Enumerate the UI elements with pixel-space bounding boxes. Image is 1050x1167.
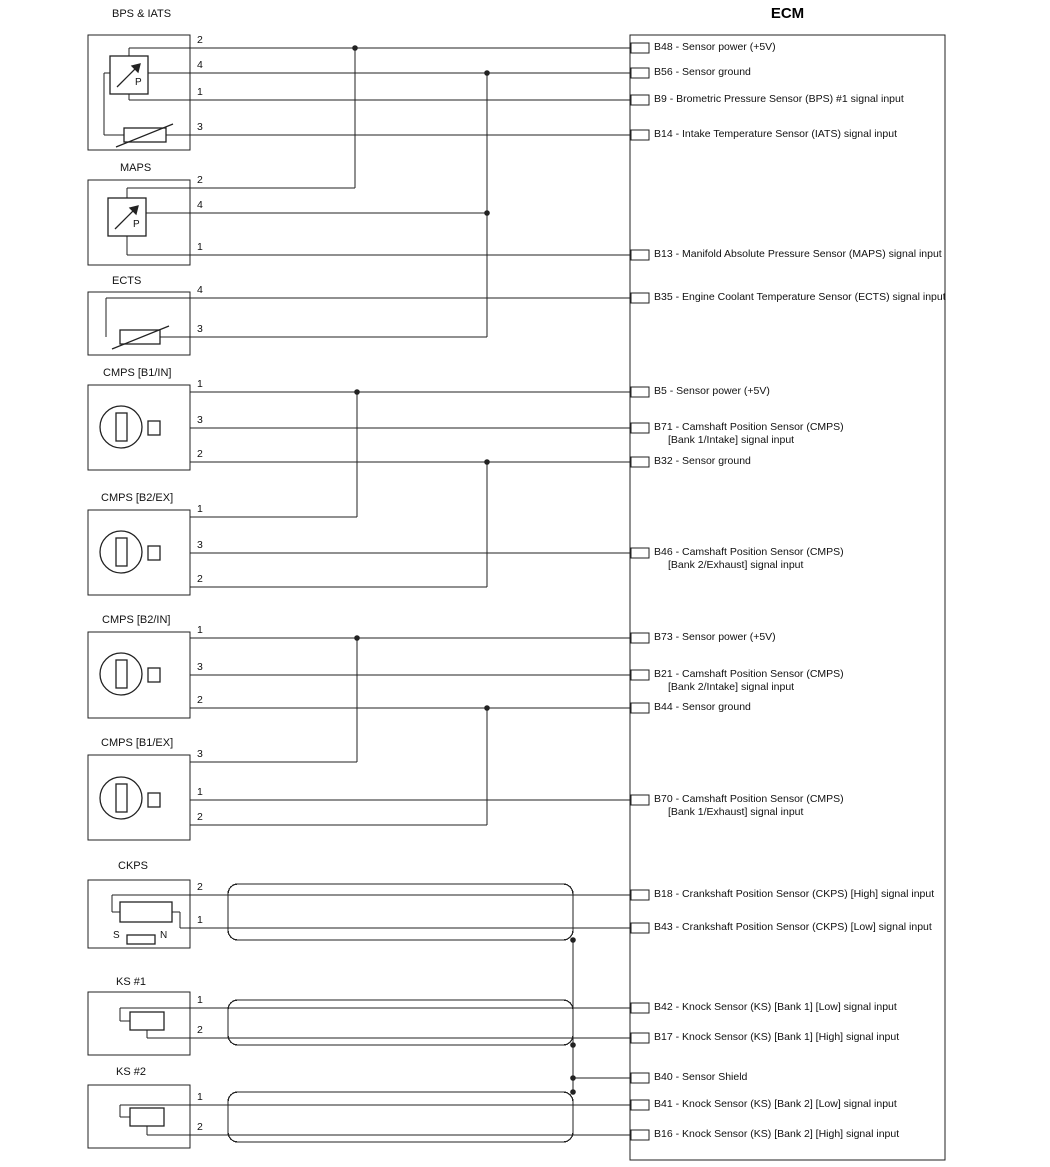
cmps-b2in-symbol [100, 653, 142, 695]
junction-dots [352, 45, 576, 1095]
sensor-label-bps-iats: BPS & IATS [112, 8, 172, 20]
ecm-box [630, 35, 945, 1160]
ecm-terminal-b18 [654, 888, 934, 901]
ks2-symbol [130, 1108, 164, 1126]
sensor-label-cmps-b1in: CMPS [B1/IN] [103, 367, 172, 379]
ecm-terminal-b17 [654, 1031, 899, 1044]
ecm-terminal-b48 [654, 41, 776, 54]
ecm-terminal-b32 [654, 455, 751, 468]
ecm-terminal-b71 [654, 421, 844, 447]
sensor-label-ckps: CKPS [118, 860, 148, 872]
ecm-terminal-b41 [654, 1098, 897, 1111]
sensor-label-cmps-b2in: CMPS [B2/IN] [102, 614, 171, 626]
pin-number: 1 [197, 503, 203, 515]
ecm-terminal-b44 [654, 701, 751, 714]
ecm-title: ECM [770, 5, 805, 22]
pin-number: 3 [197, 414, 203, 426]
pin-number: 1 [197, 786, 203, 798]
ecm-terminal-b35 [654, 291, 946, 304]
shield-outlines [228, 884, 573, 1142]
bps-iats-box [88, 35, 190, 150]
pressure-letter: P [133, 219, 140, 230]
terminal-label: B46 - Camshaft Position Sensor (CMPS) [654, 546, 844, 558]
ecm-terminal-pins [631, 43, 649, 1140]
pin-number: 3 [197, 121, 203, 133]
pin-number: 3 [197, 323, 203, 335]
ks1-box [88, 992, 190, 1055]
pin-number: 4 [197, 199, 203, 211]
terminal-label: B14 - Intake Temperature Sensor (IATS) signal input [654, 128, 897, 140]
terminal-label: B48 - Sensor power (+5V) [654, 41, 776, 53]
pin-number: 3 [197, 539, 203, 551]
cmps-b1ex-symbol [100, 777, 142, 819]
terminal-label: B5 - Sensor power (+5V) [654, 385, 770, 397]
terminal-label: B41 - Knock Sensor (KS) [Bank 2] [Low] signal input [654, 1098, 897, 1110]
terminal-label: B56 - Sensor ground [654, 66, 751, 78]
terminal-label: B71 - Camshaft Position Sensor (CMPS) [654, 421, 844, 433]
pin-number: 2 [197, 174, 203, 186]
ks1-symbol [130, 1012, 164, 1030]
pin-number: 3 [197, 748, 203, 760]
sensor-label-ects: ECTS [112, 275, 142, 287]
ecm-terminal-b42 [654, 1001, 897, 1014]
terminal-label-line2: [Bank 1/Intake] signal input [668, 434, 795, 446]
terminal-label: B16 - Knock Sensor (KS) [Bank 2] [High] signal input [654, 1128, 900, 1140]
pin-number: 2 [197, 881, 203, 893]
ects-box [88, 292, 190, 355]
terminal-label: B43 - Crankshaft Position Sensor (CKPS) [Low] signal input [654, 921, 932, 933]
terminal-label: B13 - Manifold Absolute Pressure Sensor (MAPS) signal input [654, 248, 942, 260]
pin-number: 2 [197, 573, 203, 585]
terminal-label: B73 - Sensor power (+5V) [654, 631, 776, 643]
ecm-terminal-b73 [654, 631, 776, 644]
ecm-terminal-b43 [654, 921, 932, 934]
sensor-label-cmps-b2ex: CMPS [B2/EX] [101, 492, 174, 504]
terminal-label: B70 - Camshaft Position Sensor (CMPS) [654, 793, 844, 805]
pin-number: 1 [197, 1091, 203, 1103]
ks2-box [88, 1085, 190, 1148]
ckps-box [88, 880, 190, 948]
sensor-symbols [100, 56, 173, 1126]
sensor-label-cmps-b1ex: CMPS [B1/EX] [101, 737, 174, 749]
pin-number: 2 [197, 34, 203, 46]
ckps-magnet-symbol [127, 935, 155, 944]
ecm-terminal-b13 [654, 248, 942, 261]
pin-number: 1 [197, 624, 203, 636]
ecm-terminal-b40 [654, 1071, 747, 1084]
terminal-label: B32 - Sensor ground [654, 455, 751, 467]
ecm-terminal-b70 [654, 793, 844, 819]
cmps-b2in-box [88, 632, 190, 718]
sensor-label-ks2: KS #2 [116, 1066, 146, 1078]
ckps-shield [228, 884, 573, 940]
cmps-b2ex-box [88, 510, 190, 595]
ecm-terminal-b5 [654, 385, 770, 398]
pin-number: 1 [197, 914, 203, 926]
pin-number: 2 [197, 1024, 203, 1036]
ckps-coil-symbol [120, 902, 172, 922]
terminal-label-line2: [Bank 1/Exhaust] signal input [668, 806, 804, 818]
pin-number: 2 [197, 448, 203, 460]
terminal-label: B18 - Crankshaft Position Sensor (CKPS) [High] signal input [654, 888, 935, 900]
cmps-b2ex-symbol [100, 531, 142, 573]
pin-number: 1 [197, 241, 203, 253]
pin-number: 2 [197, 694, 203, 706]
terminal-label-line2: [Bank 2/Intake] signal input [668, 681, 795, 693]
terminal-label: B17 - Knock Sensor (KS) [Bank 1] [High] signal input [654, 1031, 900, 1043]
ecm-terminal-b14 [654, 128, 897, 141]
pin-number: 4 [197, 284, 203, 296]
pin-number: 2 [197, 1121, 203, 1133]
terminal-label: B21 - Camshaft Position Sensor (CMPS) [654, 668, 844, 680]
terminal-label-line2: [Bank 2/Exhaust] signal input [668, 559, 804, 571]
pressure-letter: P [135, 77, 142, 88]
ecm-terminal-b16 [654, 1128, 899, 1141]
terminal-label: B9 - Brometric Pressure Sensor (BPS) #1 signal input [654, 93, 904, 105]
ckps-south-pole: S [113, 930, 120, 941]
ckps-north-pole: N [160, 930, 168, 941]
sensor-label-maps: MAPS [120, 162, 152, 174]
terminal-label: B42 - Knock Sensor (KS) [Bank 1] [Low] signal input [654, 1001, 897, 1013]
harness-wires [104, 48, 633, 1135]
ecm-terminal-b46 [654, 546, 844, 572]
pin-number: 4 [197, 59, 203, 71]
pin-number: 1 [197, 378, 203, 390]
pin-number: 3 [197, 661, 203, 673]
ecm-terminal-b56 [654, 66, 751, 79]
terminal-label: B44 - Sensor ground [654, 701, 751, 713]
cmps-b1in-symbol [100, 406, 142, 448]
pin-number: 1 [197, 86, 203, 98]
ecm-terminal-b9 [654, 93, 904, 106]
sensor-label-ks1: KS #1 [116, 976, 146, 988]
cmps-b1ex-box [88, 755, 190, 840]
cmps-b1in-box [88, 385, 190, 470]
terminal-label: B35 - Engine Coolant Temperature Sensor (ECTS) signal input [654, 291, 946, 303]
ecm-terminal-b21 [654, 668, 844, 694]
terminal-label: B40 - Sensor Shield [654, 1071, 748, 1083]
pin-number: 2 [197, 811, 203, 823]
pin-number: 1 [197, 994, 203, 1006]
